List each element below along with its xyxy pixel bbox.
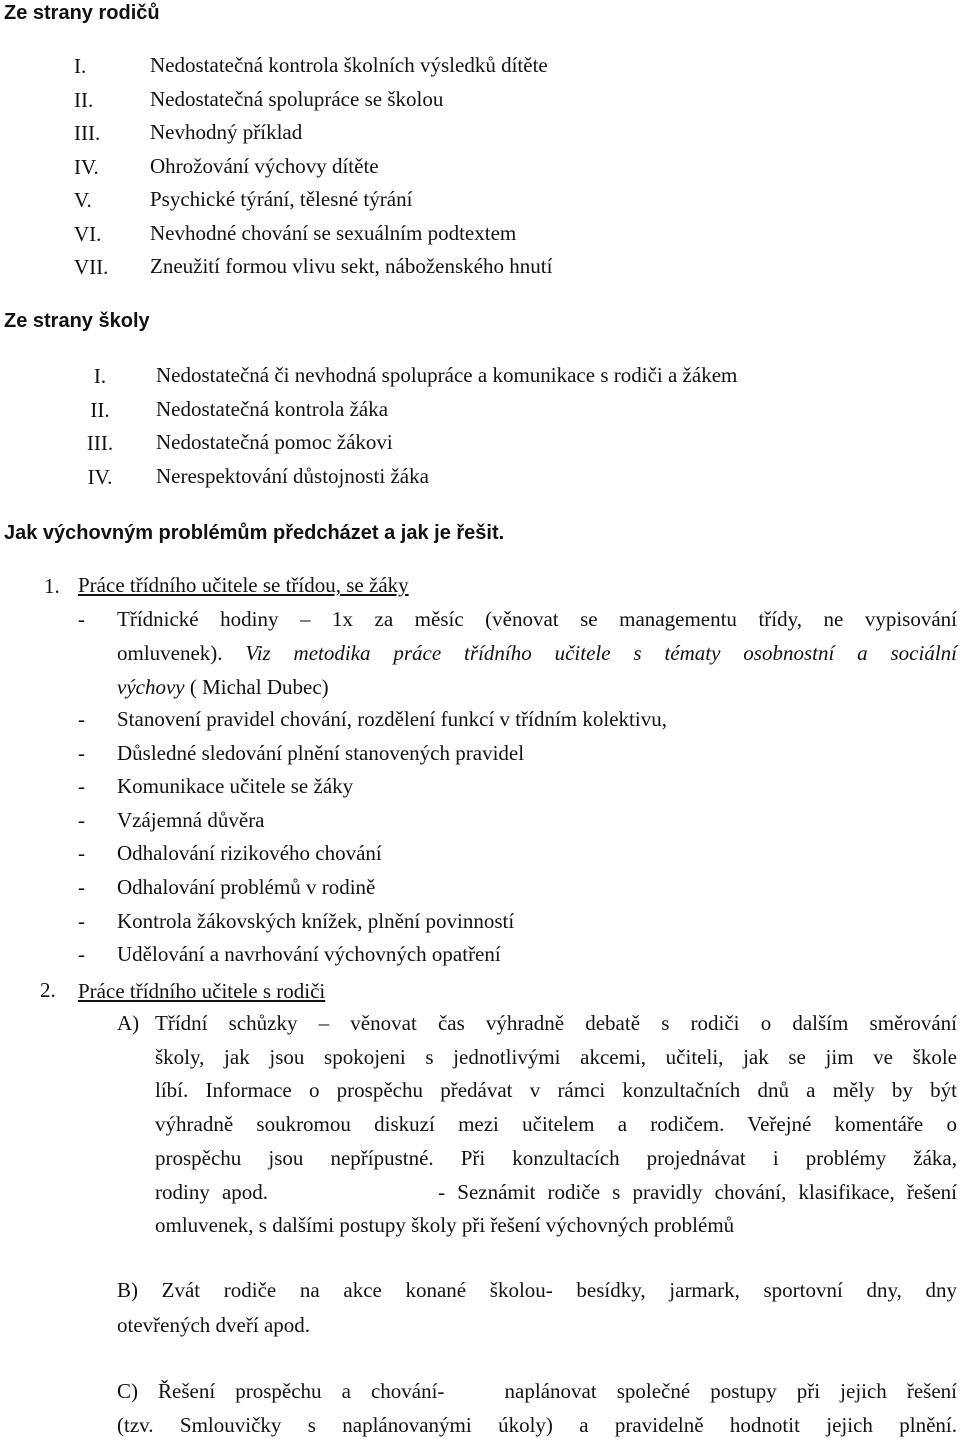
dash: - [78,875,85,899]
methodology-reference: Viz metodika práce třídního učitele s tématy osobnostní a sociální [245,641,957,665]
section-heading-parents: Ze strany rodičů [4,2,160,24]
section-heading-prevention: Jak výchovným problémům předcházet a jak je řešit. [4,522,505,544]
list-item: Nevhodný příklad [150,120,303,144]
paragraph-line: líbí. Informace o prospěchu předávat v rámci konzultačních dnů a měly by být [155,1078,957,1103]
list-item: Nedostatečná pomoc žákovi [156,430,393,454]
paragraph-line: otevřených dveří apod. [117,1313,311,1337]
roman-numeral: V. [74,188,92,212]
section1-second-line-start: omluvenek). [117,641,223,665]
methodology-author: ( Michal Dubec) [189,675,329,699]
section1-title: Práce třídního učitele se třídou, se žáky [78,573,409,597]
list-item: Udělování a navrhování výchovných opatření [117,942,501,967]
section2-number: 2. [40,978,56,1002]
paragraph-line: rodiny apod. - Seznámit rodiče s pravidly chování, klasifikace, řešení [155,1179,957,1204]
list-item: Důsledné sledování plnění stanovených pravidel [117,740,525,765]
dash: - [78,841,85,866]
paragraph-line: (tzv. Smlouvičky s naplánovanými úkoly) a pravidelně hodnotit jejich plnění. [117,1412,957,1437]
dash: - [78,908,85,933]
dash: - [78,707,85,731]
section2-title: Práce třídního učitele s rodiči [78,979,326,1003]
roman-numeral: III. [86,431,114,455]
list-item: Odhalování problémů v rodině [117,875,376,899]
list-item: Psychické týrání, tělesné týrání [150,187,413,211]
dash: - [78,942,85,967]
section1-third-line [117,674,329,700]
list-item: Nedostatečná či nevhodná spolupráce a komunikace s rodiči a žákem [156,363,738,387]
paragraph-line: omluvenek, s dalšími postupy školy při řešení výchovných problémů [155,1213,735,1238]
list-item: Nevhodné chování se sexuálním podtextem [150,220,517,245]
dash: - [78,774,85,799]
methodology-reference-end: výchovy [117,675,185,699]
section1-second-line [117,640,957,666]
section1-first-line: Třídnické hodiny – 1x za měsíc (věnovat se managementu třídy, ne vypisování [117,607,957,631]
list-item: Zneužití formou vlivu sekt, náboženského hnutí [150,254,553,278]
roman-numeral: II. [74,87,94,112]
paragraph-line: B) Zvát rodiče na akce konané školou- besídky, jarmark, sportovní dny, dny [117,1278,957,1302]
list-item: Komunikace učitele se žáky [117,774,354,799]
section1-number: 1. [44,574,60,598]
list-item: Odhalování rizikového chování [117,841,382,866]
list-item: Nedostatečná spolupráce se školou [150,86,444,111]
list-item: Nerespektování důstojnosti žáka [156,463,429,488]
paragraph-line: výhradně soukromou diskuzí mezi učitelem a rodičem. Veřejné komentáře o [155,1112,957,1137]
roman-numeral: I. [74,54,87,78]
paragraph-line: prospěchu jsou nepřípustné. Při konzultacích projednávat i problémy žáka, [155,1145,957,1170]
list-item: Stanovení pravidel chování, rozdělení funkcí v třídním kolektivu, [117,707,667,731]
list-item: Ohrožování výchovy dítěte [150,153,379,178]
roman-numeral: IV. [87,464,113,489]
roman-numeral: IV. [74,154,99,179]
dash: - [78,607,85,631]
list-item: Kontrola žákovských knížek, plnění povinností [117,908,515,933]
dash: - [78,807,85,832]
roman-numeral: III. [74,121,101,145]
list-item: Nedostatečná kontrola žáka [156,396,389,421]
roman-numeral: II. [90,397,110,422]
roman-numeral: VI. [74,221,102,246]
paragraph-line: Třídní schůzky – věnovat čas výhradně debatě s rodiči o dalším směrování [155,1011,957,1035]
item-a-label: A) [117,1011,140,1035]
list-item: Nedostatečná kontrola školních výsledků dítěte [150,53,548,77]
roman-numeral: VII. [74,255,109,279]
paragraph-line: školy, jak jsou spokojeni s jednotlivými akcemi, učiteli, jak se jim ve škole [155,1044,957,1069]
paragraph-line: C) Řešení prospěchu a chování- naplánovat společné postupy při jejich řešení [117,1379,957,1403]
dash: - [78,740,85,765]
roman-numeral: I. [93,364,107,388]
section-heading-school: Ze strany školy [4,310,150,332]
list-item: Vzájemná důvěra [117,807,265,832]
